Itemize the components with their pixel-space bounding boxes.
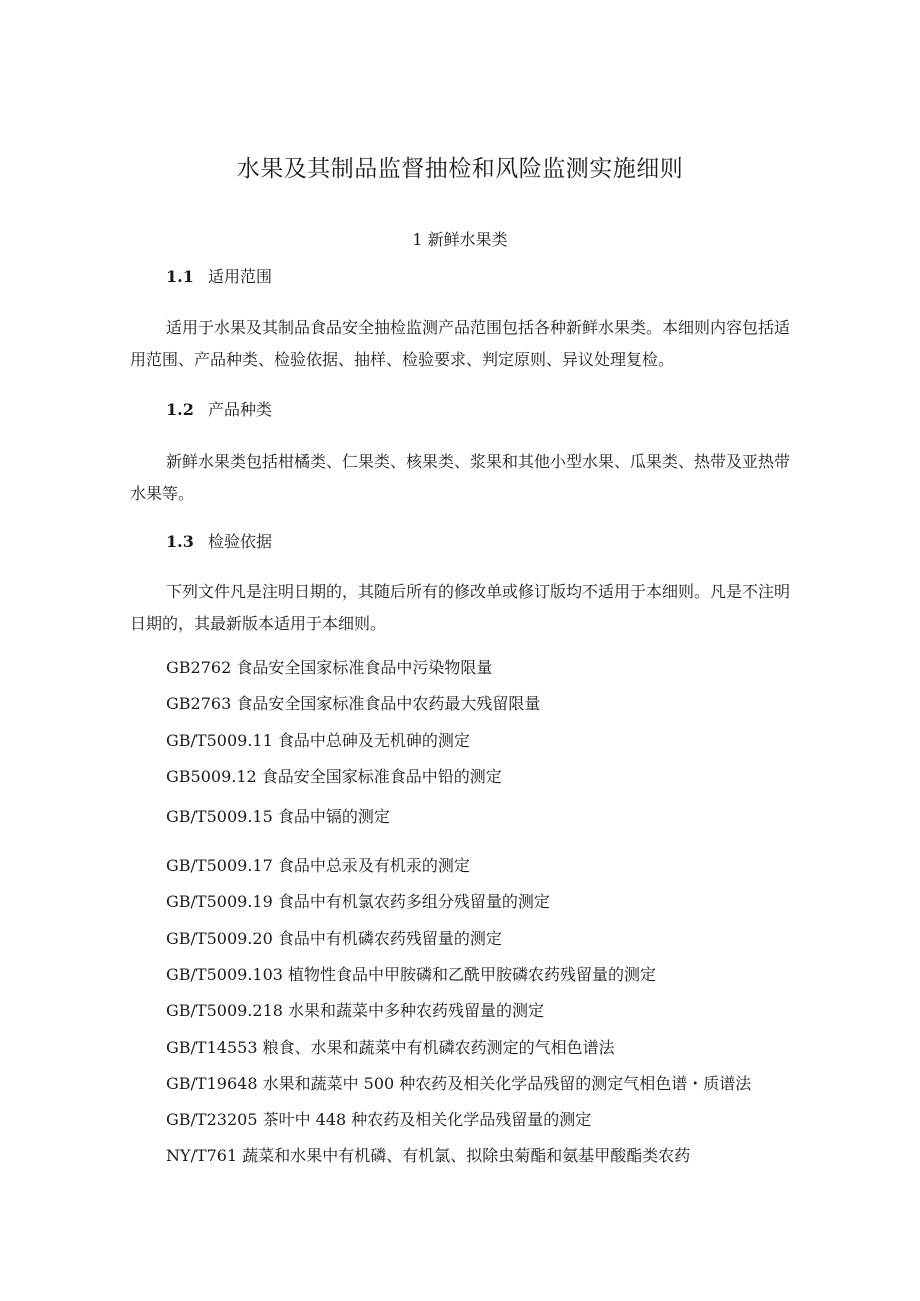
reference-item: GB/T5009.15 食品中镉的测定 xyxy=(166,807,390,826)
section-title: 检验依据 xyxy=(208,532,273,551)
reference-item: GB2763 食品安全国家标准食品中农药最大残留限量 xyxy=(166,694,541,713)
reference-item: GB/T5009.103 植物性食品中甲胺磷和乙酰甲胺磷农药残留量的测定 xyxy=(166,965,657,984)
section-paragraph-1-1: 适用于水果及其制品食品安全抽检监测产品范围包括各种新鲜水果类。本细则内容包括适用范围、产品种类、检验依据、抽样、检验要求、判定原则、异议处理复检。 xyxy=(130,318,791,369)
reference-item: GB/T5009.17 食品中总汞及有机汞的测定 xyxy=(166,856,470,875)
section-heading-1-1 xyxy=(166,264,272,287)
reference-item: GB/T5009.19 食品中有机氯农药多组分残留量的测定 xyxy=(166,892,550,911)
reference-item: GB/T23205 茶叶中 448 种农药及相关化学品残留量的测定 xyxy=(166,1110,592,1129)
section-title: 适用范围 xyxy=(208,267,273,286)
reference-item: GB5009.12 食品安全国家标准食品中铅的测定 xyxy=(166,767,502,786)
section-paragraph-1-2: 新鲜水果类包括柑橘类、仁果类、核果类、浆果和其他小型水果、瓜果类、热带及亚热带水果等。 xyxy=(130,452,791,503)
section-paragraph-1-3: 下列文件凡是注明日期的，其随后所有的修改单或修订版均不适用于本细则。凡是不注明日期的，其最新版本适用于本细则。 xyxy=(130,582,791,633)
section-number: 1.3 xyxy=(166,532,194,551)
section-heading-1-3 xyxy=(166,529,272,552)
section-title: 产品种类 xyxy=(208,400,273,419)
reference-item: GB/T19648 水果和蔬菜中 500 种农药及相关化学品残留的测定气相色谱・质谱法 xyxy=(166,1074,752,1093)
reference-item: GB/T5009.20 食品中有机磷农药残留量的测定 xyxy=(166,929,502,948)
reference-item: GB/T5009.218 水果和蔬菜中多种农药残留量的测定 xyxy=(166,1001,545,1020)
reference-item: NY/T761 蔬菜和水果中有机磷、有机氯、拟除虫菊酯和氨基甲酸酯类农药 xyxy=(166,1146,691,1165)
section-number: 1.2 xyxy=(166,400,194,419)
reference-item: GB/T14553 粮食、水果和蔬菜中有机磷农药测定的气相色谱法 xyxy=(166,1038,615,1057)
section-number: 1.1 xyxy=(166,267,194,286)
document-title: 水果及其制品监督抽检和风险监测实施细则 xyxy=(236,156,684,182)
section-heading-1-2 xyxy=(166,397,272,420)
chapter-heading: 1 新鲜水果类 xyxy=(412,230,508,249)
reference-item: GB/T5009.11 食品中总砷及无机砷的测定 xyxy=(166,731,470,750)
reference-item: GB2762 食品安全国家标准食品中污染物限量 xyxy=(166,658,493,677)
